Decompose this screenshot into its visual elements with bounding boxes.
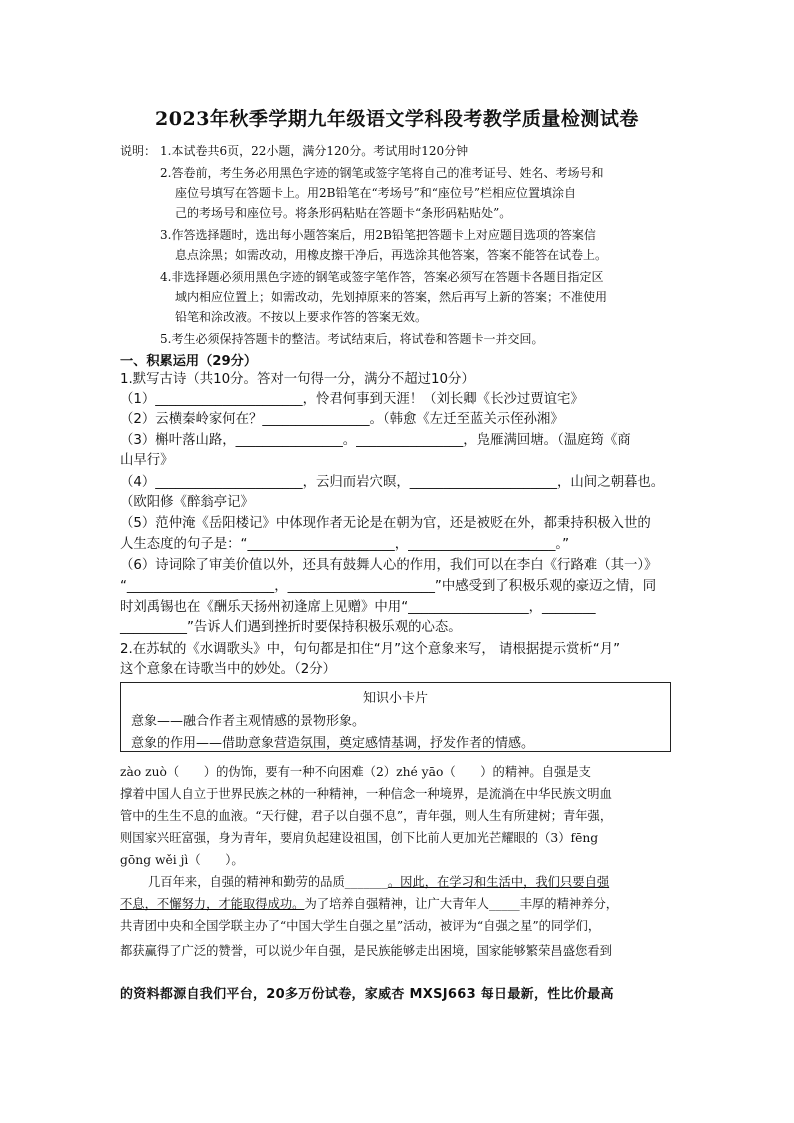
passage-line: 则国家兴旺富强，身为青年，要肩负起建设祖国，创下比前人更加光芒耀眼的（3）fēng bbox=[120, 831, 599, 845]
instruction-line: 5.考生必须保持答题卡的整洁。考试结束后，将试卷和答题卡一并交回。 bbox=[160, 332, 544, 346]
question-line: （6）诗词除了审美价值以外，还具有鼓舞人心的作用，我们可以在李白《行路难（其一）》 bbox=[120, 558, 658, 573]
question-line: （5）范仲淹《岳阳楼记》中体现作者无论是在朝为官，还是被贬在外，都秉持积极入世的 bbox=[120, 516, 651, 531]
instruction-line: 己的考场号和座位号。将条形码粘贴在答题卡“条形码粘贴处”。 bbox=[175, 206, 512, 220]
instruction-line: 3.作答选择题时，选出每小题答案后，用2B铅笔把答题卡上对应题目选项的答案信 bbox=[160, 228, 596, 242]
passage-text: 为了培养自强精神，让广大青年人 bbox=[304, 897, 489, 911]
passage-line bbox=[148, 871, 609, 893]
passage-line bbox=[120, 893, 618, 915]
blank: _____ bbox=[488, 897, 520, 911]
question-line: __________”告诉人们遇到挫折时要保持积极乐观的心态。 bbox=[120, 620, 462, 635]
passage-line: 共青团中央和全国学联主办了“中国大学生自强之星”活动，被评为“自强之星”的同学们， bbox=[120, 919, 601, 933]
card-line: 意象——融合作者主观情感的景物形象。 bbox=[131, 714, 366, 729]
passage-text: 几百年来，自强的精神和勤劳的品质 bbox=[148, 875, 345, 889]
card-title: 知识小卡片 bbox=[362, 691, 428, 706]
instruction-line: 1.本试卷共6页，22小题，满分120分。考试用时120分钟 bbox=[160, 144, 469, 158]
question-stem: 1.默写古诗（共10分。答对一句得一分，满分不超过10分） bbox=[120, 372, 475, 387]
knowledge-card bbox=[120, 682, 671, 752]
instruction-line: 2.答卷前，考生务必用黑色字迹的钢笔或签字笔将自己的准考证号、姓名、考场号和 bbox=[160, 166, 604, 180]
question-line: 2.在苏轼的《水调歌头》中，句句都是扣住“月”这个意象来写， 请根据提示赏析“月” bbox=[120, 642, 621, 657]
underlined-sentence: 不息，不懈努力，才能取得成功。 bbox=[120, 897, 305, 911]
question-line: （3）槲叶落山路，________________。________________，凫雁满回塘。（温庭筠《商 bbox=[120, 433, 631, 448]
passage-line: 撑着中国人自立于世界民族之林的一种精神，一种信念一种境界，是流淌在中华民族文明血 bbox=[120, 787, 612, 801]
passage-line: 管中的生生不息的血液。“天行健，君子以自强不息”，青年强，则人生有所建树；青年强， bbox=[120, 809, 613, 823]
card-line: 意象的作用——借助意象营造氛围，奠定感情基调，抒发作者的情感。 bbox=[131, 736, 535, 751]
passage-line: 都获赢得了广泛的赞誉，可以说少年自强，是民族能够走出困境，国家能够繁荣昌盛您看到 bbox=[120, 944, 612, 958]
passage-line: gōng wěi jì（ ）。 bbox=[120, 853, 244, 867]
passage-text: 丰厚的精神养分， bbox=[519, 897, 619, 911]
question-line: （2）云横秦岭家何在？________________。（韩愈《左迁至蓝关示侄孙湘》 bbox=[120, 412, 564, 427]
footer-note: 的资料都源自我们平台，20多万份试卷，家威杏 MXSJ663 每日最新，性比价最高 bbox=[120, 987, 614, 1002]
blank: _______ bbox=[344, 875, 388, 889]
instruction-line: 息点涂黑；如需改动，用橡皮擦干净后，再选涂其他答案，答案不能答在试卷上。 bbox=[175, 248, 608, 262]
question-line: “______________________，______________________”中感受到了积极乐观的豪迈之情，同 bbox=[120, 579, 657, 594]
passage-line: zào zuò（ ）的伪饰，要有一种不向困难（2）zhé yāo（ ）的精神。自强是支 bbox=[120, 765, 591, 779]
question-line: 时刘禹锡也在《酬乐天扬州初逢席上见赠》中用“__________________，________ bbox=[120, 600, 596, 615]
question-line: （1）______________________，怜君何事到天涯！（刘长卿《长沙过贾谊宅》 bbox=[120, 392, 584, 407]
instruction-line: 座位号填写在答题卡上。用2B铅笔在“考场号”和“座位号”栏相应位置填涂自 bbox=[175, 186, 576, 200]
question-line: 人生态度的句子是：“______________________，______________________。” bbox=[120, 537, 570, 552]
instruction-line: 铅笔和涂改液。不按以上要求作答的答案无效。 bbox=[175, 310, 428, 324]
instructions-label: 说明： bbox=[120, 144, 157, 158]
exam-title: 2023年秋季学期九年级语文学科段考教学质量检测试卷 bbox=[155, 108, 639, 130]
question-line: （欧阳修《醉翁亭记》 bbox=[120, 495, 254, 510]
section-heading: 一、积累运用（29分） bbox=[120, 354, 258, 369]
question-line: 这个意象在诗歌当中的妙处。（2分） bbox=[120, 662, 337, 677]
underlined-sentence: 。因此，在学习和生活中，我们只要自强 bbox=[387, 875, 610, 889]
instruction-line: 4.非选择题必须用黑色字迹的钢笔或签字笔作答，答案必须写在答题卡各题目指定区 bbox=[160, 270, 604, 284]
question-line: （4）______________________，云归而岩穴暝，______________________，山间之朝暮也。 bbox=[120, 475, 665, 490]
question-line: 山早行》 bbox=[120, 453, 174, 468]
instruction-line: 域内相应位置上；如需改动，先划掉原来的答案，然后再写上新的答案；不准使用 bbox=[175, 290, 608, 304]
